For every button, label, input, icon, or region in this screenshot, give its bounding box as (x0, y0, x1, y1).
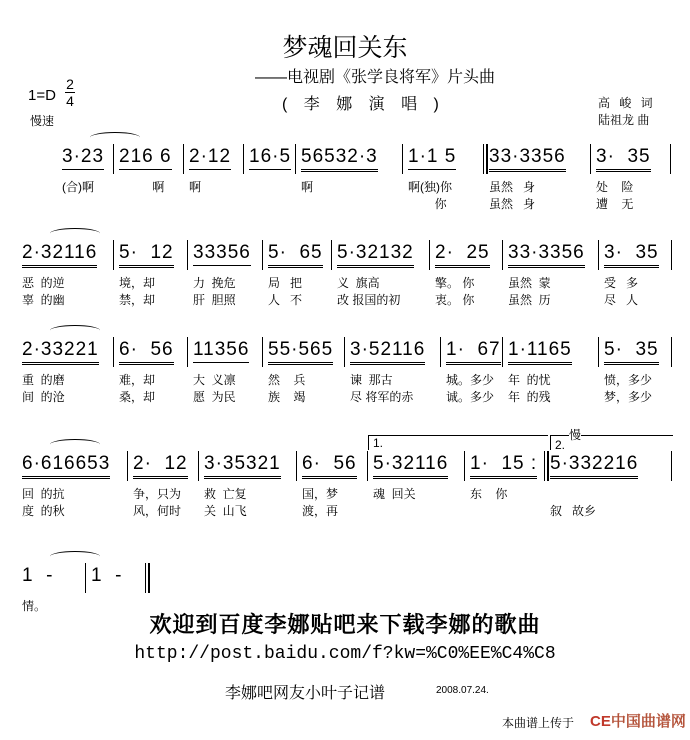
lyric-line-1: 救 亡复 (204, 487, 247, 501)
measure-notes: 55·565 (268, 339, 333, 365)
lyric-line-2: 尽 将军的赤 (350, 390, 414, 404)
measure-notes: 16·5 (249, 146, 291, 170)
measure-notes: 6· 56 (302, 453, 357, 479)
measure-notes: 1 - (22, 565, 54, 586)
barline (671, 240, 672, 270)
lyric-line-1: 恶 的逆 (22, 276, 65, 290)
barline (440, 337, 441, 367)
measure-notes: 1·1 5 (408, 146, 456, 170)
measure-notes: 1·1165 (508, 339, 572, 365)
barline (671, 451, 672, 481)
singer-credit: ( 李 娜 演 唱 ) (282, 96, 445, 113)
barline (544, 451, 545, 481)
barline (429, 240, 430, 270)
lyric-line-2: 渡，再 (302, 504, 339, 518)
volta-2-label: 2. (555, 438, 566, 452)
barline (486, 144, 488, 174)
slur (50, 325, 100, 336)
barline (502, 240, 503, 270)
lyric-line-1: 谏 那古 (350, 373, 393, 387)
upload-note: 本曲谱上传于 (502, 716, 575, 730)
measure-notes: 11356 (193, 339, 249, 363)
barline (402, 144, 403, 174)
barline (113, 240, 114, 270)
composer: 陆祖龙 曲 (598, 113, 650, 127)
lyric-line-1: 争，只为 (133, 487, 182, 501)
barline (483, 144, 484, 174)
barline (243, 144, 244, 174)
welcome-banner: 欢迎到百度李娜贴吧来下载李娜的歌曲 (149, 612, 541, 638)
measure-notes: 3·23 (62, 146, 104, 170)
lyric-line-1: 年 的忧 (508, 373, 551, 387)
barline (113, 144, 114, 174)
measure-notes: 3·52116 (350, 339, 425, 365)
barline (464, 451, 465, 481)
measure-notes: 6· 56 (119, 339, 174, 365)
tieba-url[interactable]: http://post.baidu.com/f?kw=%C0%EE%C4%C8 (134, 644, 556, 664)
lyric-line-1: 啊 (119, 180, 165, 194)
measure-notes: 33·3356 (508, 242, 585, 268)
lyric-line-2: 愿 为民 (193, 390, 236, 404)
lyric-line-2: 梦，多少 (604, 390, 653, 404)
measure-notes: 2·33221 (22, 339, 99, 365)
lyric-line-1: 情。 (22, 599, 47, 613)
slur (90, 132, 140, 143)
measure-notes: 3·35321 (204, 453, 281, 479)
barline (367, 451, 368, 481)
measure-notes: 2· 25 (435, 242, 490, 268)
lyric-line-1: 处 险 (596, 180, 634, 194)
volta-2 (550, 428, 673, 452)
barline (502, 337, 503, 367)
key-signature: 1=D (28, 87, 56, 104)
transcription-date: 2008.07.24. (436, 685, 489, 696)
lyric-line-1: 大 义凛 (193, 373, 236, 387)
lyric-line-1: 虽然 蒙 (508, 276, 551, 290)
lyric-line-2: 度 的秋 (22, 504, 65, 518)
logo-text: 中国曲谱网 (610, 713, 686, 730)
lyric-line-1: 城。多少 (446, 373, 495, 387)
lyric-line-1: 局 把 (268, 276, 303, 290)
measure-notes: 2· 12 (133, 453, 188, 479)
site-logo[interactable] (590, 710, 686, 731)
lyric-line-2: 尽 人 (604, 293, 639, 307)
barline (262, 337, 263, 367)
measure-notes: 56532·3 (301, 146, 378, 172)
lyric-line-1: 啊 (301, 180, 314, 194)
tempo-marking: 慢速 (30, 114, 55, 128)
measure-notes: 3· 35 (604, 242, 659, 268)
lyric-line-1: 国，梦 (302, 487, 339, 501)
lyric-line-1: 难，却 (119, 373, 156, 387)
lyric-line-2: 禁，却 (119, 293, 156, 307)
lyric-line-1: 擎。 你 (435, 276, 475, 290)
slur (50, 439, 100, 450)
transcriber-credit: 李娜吧网友小叶子记谱 (225, 683, 386, 702)
lyric-line-1: 啊 (189, 180, 202, 194)
lyric-line-2: 衷。 你 (435, 293, 475, 307)
lyric-line-1: 受 多 (604, 276, 639, 290)
lyric-line-1: 境，却 (119, 276, 156, 290)
lyric-line-2: 辜 的幽 (22, 293, 65, 307)
measure-notes: 1· 67 (446, 339, 501, 365)
barline (187, 337, 188, 367)
barline (598, 240, 599, 270)
measure-notes: 5· 12 (119, 242, 174, 268)
measure-notes: 33356 (193, 242, 251, 266)
barline (598, 337, 599, 367)
lyric-line-2: 虽然 身 (489, 197, 536, 211)
barline (296, 451, 297, 481)
lyric-line-1: 啊(独)你 (408, 180, 452, 194)
lyric-line-1: 愤，多少 (604, 373, 653, 387)
lyric-line-2: 族 竭 (268, 390, 306, 404)
lyric-line-1: 魂 回关 (373, 487, 416, 501)
barline (145, 563, 146, 593)
barline (127, 451, 128, 481)
lyric-line-2: 叙 故乡 (550, 504, 597, 518)
barline (670, 144, 671, 174)
measure-notes: 216 6 (119, 146, 172, 170)
song-subtitle: ——电视剧《张学良将军》片头曲 (255, 69, 496, 86)
barline (148, 563, 150, 593)
lyric-line-2: 肝 胆照 (193, 293, 236, 307)
time-bottom: 4 (66, 93, 74, 109)
barline (198, 451, 199, 481)
logo-mark-icon: CE (590, 713, 611, 730)
song-title: 梦魂回关东 (282, 33, 408, 62)
measure-notes: 3· 35 (596, 146, 651, 172)
barline (590, 144, 591, 174)
barline (671, 337, 672, 367)
barline (85, 563, 86, 593)
measure-notes: 6·616653 (22, 453, 110, 479)
barline (331, 240, 332, 270)
lyric-line-1: 然 兵 (268, 373, 306, 387)
lyric-line-1: (合)啊 (62, 180, 94, 194)
lyric-line-1: 义 旗高 (337, 276, 380, 290)
barline (262, 240, 263, 270)
measure-notes: 2·32116 (22, 242, 97, 268)
barline (183, 144, 184, 174)
barline (295, 144, 296, 174)
volta-2-tempo: 慢 (569, 428, 582, 442)
measure-notes: 1 - (91, 565, 123, 586)
barline (113, 337, 114, 367)
measure-notes: 2·12 (189, 146, 231, 170)
time-signature (65, 76, 75, 109)
time-top: 2 (66, 76, 74, 92)
measure-notes: 33·3356 (489, 146, 566, 172)
barline (187, 240, 188, 270)
lyric-line-2: 关 山飞 (204, 504, 247, 518)
measure-notes: 1· 15 : (470, 453, 537, 479)
lyric-line-2: 间 的沧 (22, 390, 65, 404)
lyricist: 高 峻 词 (598, 96, 656, 110)
slur (50, 551, 100, 562)
slur (50, 228, 100, 239)
lyric-line-2: 人 不 (268, 293, 303, 307)
lyric-line-2: 年 的残 (508, 390, 551, 404)
lyric-line-1: 东 你 (470, 487, 508, 501)
lyric-line-1: 重 的磨 (22, 373, 65, 387)
lyric-line-2: 风，何时 (133, 504, 182, 518)
lyric-line-2: 诚。多少 (446, 390, 495, 404)
measure-notes: 5· 65 (268, 242, 323, 268)
lyric-line-2: 虽然 历 (508, 293, 551, 307)
lyric-line-2: 桑，却 (119, 390, 156, 404)
measure-notes: 5·32116 (373, 453, 448, 479)
lyric-line-1: 回 的抗 (22, 487, 65, 501)
volta-1: 1. (368, 435, 548, 450)
lyric-line-2: 遭 无 (596, 197, 634, 211)
barline (344, 337, 345, 367)
measure-notes: 5· 35 (604, 339, 659, 365)
barline (547, 451, 549, 481)
measure-notes: 5·332216 (550, 453, 638, 479)
lyric-line-2: 你 (408, 197, 447, 211)
lyric-line-1: 力 挽危 (193, 276, 236, 290)
measure-notes: 5·32132 (337, 242, 414, 268)
lyric-line-1: 虽然 身 (489, 180, 536, 194)
lyric-line-2: 改 报国的初 (337, 293, 401, 307)
